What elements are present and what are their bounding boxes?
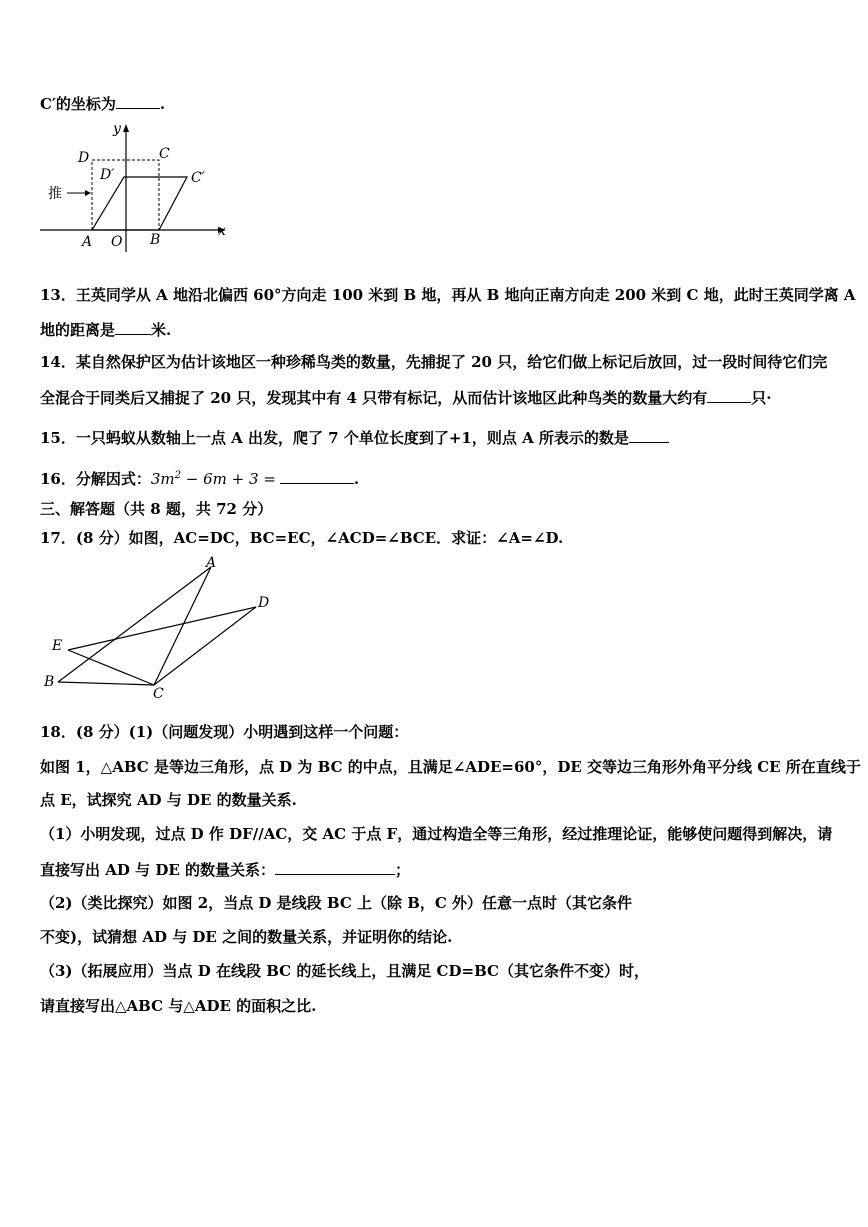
label-e: E bbox=[52, 638, 63, 654]
push-arrow-head bbox=[85, 190, 91, 196]
question-18-line-6: （2)（类比探究）如图 2，当点 D 是线段 BC 上（除 B，C 外）任意一点时（其它条件 bbox=[40, 894, 633, 912]
question-17: 17．(8 分）如图，AC=DC，BC=EC，∠ACD=∠BCE．求证：∠A=∠D. bbox=[40, 529, 564, 547]
label-c: C bbox=[159, 146, 170, 162]
text: ； bbox=[394, 861, 410, 879]
question-14-line-1: 14．某自然保护区为估计该地区一种珍稀鸟类的数量，先捕捉了 20 只，给它们做上标记后放回，过一段时间待它们完 bbox=[40, 353, 828, 371]
label-push: 推 bbox=[48, 186, 62, 202]
text: 地的距离是 bbox=[40, 321, 116, 339]
question-18-line-9: 请直接写出△ABC 与△ADE 的面积之比. bbox=[40, 997, 317, 1015]
question-13-line-1: 13．王英同学从 A 地沿北偏西 60°方向走 100 米到 B 地，再从 B 地向正南方向走 200 米到 C 地，此时王英同学离 A bbox=[40, 286, 856, 304]
segment-ec bbox=[68, 650, 154, 685]
question-18-line-3: 点 E，试探究 AD 与 DE 的数量关系. bbox=[40, 791, 297, 809]
answer-blank bbox=[115, 318, 151, 335]
question-18-line-2: 如图 1，△ABC 是等边三角形，点 D 为 BC 的中点，且满足∠ADE=60°，DE 交等边三角形外角平分线 CE 所在直线于 bbox=[40, 758, 861, 776]
parallelogram bbox=[92, 177, 187, 230]
question-18-line-8: （3)（拓展应用）当点 D 在线段 BC 的延长线上，且满足 CD=BC（其它条件不变）时， bbox=[40, 962, 649, 980]
label-d: D bbox=[78, 150, 90, 166]
answer-blank bbox=[280, 467, 354, 484]
question-15 bbox=[40, 426, 669, 448]
text: 全混合于同类后又捕捉了 20 只，发现其中有 4 只带有标记，从而估计该地区此种鸟类的数量大约有 bbox=[40, 389, 708, 407]
label-x: x bbox=[218, 223, 226, 239]
segment-ba bbox=[58, 567, 211, 682]
label-a: A bbox=[82, 234, 93, 250]
answer-blank bbox=[629, 426, 669, 443]
y-axis-arrow bbox=[123, 124, 129, 132]
label-d-prime: D′ bbox=[100, 167, 115, 183]
label-d: D bbox=[258, 595, 270, 611]
question-18-line-5 bbox=[40, 858, 410, 880]
figure-triangles bbox=[40, 555, 280, 700]
question-16 bbox=[40, 466, 359, 489]
answer-blank bbox=[275, 858, 395, 875]
question-14-line-2 bbox=[40, 386, 771, 408]
text: 只· bbox=[751, 389, 772, 407]
question-18-line-7: 不变)，试猜想 AD 与 DE 之间的数量关系，并证明你的结论. bbox=[40, 928, 453, 946]
label-o: O bbox=[111, 234, 123, 250]
answer-blank bbox=[707, 386, 751, 403]
question-12-tail bbox=[40, 92, 165, 114]
label-b: B bbox=[150, 232, 161, 248]
question-18-line-4: （1）小明发现，过点 D 作 DF//AC，交 AC 于点 F，通过构造全等三角形，经过推理论证，能够使问题得到解决，请 bbox=[40, 825, 833, 843]
segment-ac bbox=[154, 567, 211, 685]
section-3-heading: 三、解答题（共 8 题，共 72 分） bbox=[40, 500, 273, 518]
label-c-prime: C′ bbox=[191, 170, 205, 186]
formula bbox=[151, 470, 276, 488]
text: . bbox=[159, 95, 166, 113]
text: 米. bbox=[151, 321, 172, 339]
text: . bbox=[353, 470, 360, 488]
label-a: A bbox=[206, 555, 217, 571]
text: 15．一只蚂蚁从数轴上一点 A 出发，爬了 7 个单位长度到了+1，则点 A 所表示的数是 bbox=[40, 429, 629, 447]
formula-part: − 6m + 3 = bbox=[181, 470, 276, 488]
answer-blank bbox=[116, 92, 160, 109]
text: 16．分解因式： bbox=[40, 470, 151, 488]
label-y: y bbox=[113, 121, 121, 137]
formula-part: 3m bbox=[150, 470, 175, 488]
text: C′的坐标为 bbox=[40, 95, 116, 113]
figure-coordinate-parallelogram bbox=[40, 118, 230, 253]
formula-exponent: 2 bbox=[174, 470, 182, 481]
question-18-line-1: 18．(8 分）(1)（问题发现）小明遇到这样一个问题： bbox=[40, 723, 409, 741]
segment-bc bbox=[58, 682, 154, 685]
label-c: C bbox=[153, 686, 164, 700]
label-b: B bbox=[44, 674, 55, 690]
question-13-line-2 bbox=[40, 318, 171, 340]
text: 直接写出 AD 与 DE 的数量关系： bbox=[40, 861, 275, 879]
